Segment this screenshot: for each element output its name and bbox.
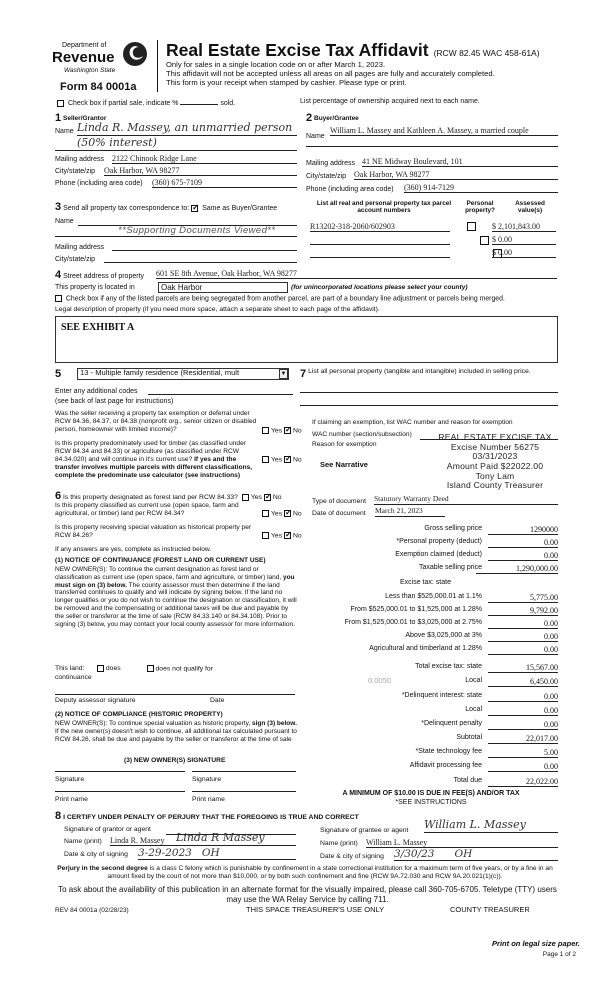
located-select[interactable]: Oak Harbor bbox=[158, 282, 288, 293]
s6-n1-body-b: you must sign on (3) below. bbox=[55, 573, 295, 589]
parcel-value-1[interactable]: $ 2,101,843.00 bbox=[492, 222, 556, 232]
parcel-number-2[interactable] bbox=[310, 244, 450, 245]
grantee-date-label: Date & city of signing bbox=[320, 853, 384, 860]
codes-field[interactable] bbox=[148, 394, 293, 395]
s6-q3-yes-checkbox[interactable] bbox=[262, 532, 269, 539]
header-sub3: This form is your receipt when stamped by cashier. Please type or print. bbox=[166, 78, 407, 87]
exemption-field[interactable]: 0.00 bbox=[488, 551, 558, 561]
seller-name-label: Name bbox=[55, 128, 74, 135]
deputy-date-label: Date bbox=[210, 697, 225, 704]
perjury-body: is a class C felony which is punishable by confinement in a state correctional institution for a maximum term of five years, or by a fine in an amount fixed by the court of not more than $10,000, or by both such confinement and fine (RCW 9A.72.030 and RCW 9A.20.021(1)(c)). bbox=[107, 865, 553, 880]
tax-row-taxable: Taxable selling price 1,290,000.00 bbox=[418, 564, 558, 573]
same-as-buyer-checkbox[interactable] bbox=[191, 205, 198, 212]
seller-title: Seller/Grantor bbox=[63, 115, 107, 122]
located-label: This property is located in bbox=[55, 284, 135, 291]
doc-date-field[interactable]: March 21, 2023 bbox=[375, 507, 445, 517]
s6-q1-yes: Yes bbox=[250, 494, 262, 501]
this-land-label: This land: bbox=[55, 665, 85, 673]
tax-row-local: 0.0050 Local 6,450.00 bbox=[368, 676, 558, 686]
buyer-num: 2 bbox=[306, 112, 313, 124]
form-number: Form 84 0001a bbox=[60, 81, 137, 93]
grantor-name-label: Name (print) bbox=[64, 838, 102, 845]
tax-row-tech-fee: *State technology fee 5.00 bbox=[415, 748, 558, 757]
section3-mailing-label: Mailing address bbox=[55, 244, 105, 251]
tax-row-total-due: Total due 22,022.00 bbox=[453, 777, 558, 786]
tier4-field[interactable]: 0.00 bbox=[488, 632, 558, 642]
s6-q3-answer bbox=[262, 532, 302, 540]
stamp-line1: REAL ESTATE EXCISE TAX bbox=[438, 432, 552, 442]
codes-label: Enter any additional codes bbox=[55, 388, 138, 395]
buyer-name-line2[interactable] bbox=[306, 146, 558, 147]
parcel-number-1[interactable]: R13202-318-2060/602903 bbox=[310, 222, 450, 232]
grantee-sig-label: Signature of grantee or agent bbox=[320, 827, 409, 834]
s6-n1-body-a: NEW OWNER(S): To continue the current designation as forest land or classification as current use (open space, farm and agriculture, or timber) land, bbox=[55, 566, 283, 581]
tax-row-agri: Agricultural and timberland at 1.28% 0.00 bbox=[369, 645, 558, 654]
dept-line2: Revenue bbox=[52, 49, 115, 66]
s6-q3-text: Is this property receiving special valuation as historical property per RCW 84.26? bbox=[55, 524, 252, 539]
segregated-label: Check box if any of the listed parcels are being segregated from another parcel, are part of a boundary line adjustment or parcels being merged. bbox=[65, 295, 505, 303]
tax-row-delinq-int: *Delinquent interest: state 0.00 bbox=[401, 692, 558, 701]
s6-n2-body bbox=[55, 720, 299, 743]
continuance-label: continuance bbox=[55, 674, 92, 681]
tax-row-gross: Gross selling price 1290000 bbox=[424, 525, 558, 534]
dept-line3: Washington State bbox=[64, 67, 116, 74]
section3-name-line2[interactable] bbox=[55, 236, 297, 237]
this-land-row bbox=[55, 665, 213, 673]
seller-phone-field[interactable]: (360) 675-7109 bbox=[152, 178, 297, 188]
s6-q3-yes: Yes bbox=[271, 532, 283, 540]
s6-q2-no: No bbox=[292, 510, 302, 518]
stamp-line6: Island County Treasurer bbox=[446, 480, 544, 491]
ownership-note: List percentage of ownership acquired next to each name. bbox=[300, 98, 480, 105]
tax-row-tier1: Less than $525,000.01 at 1.1% 5,775.00 bbox=[385, 593, 558, 602]
print-name-label-1: Print name bbox=[55, 796, 88, 803]
section3-name-label: Name bbox=[55, 218, 74, 225]
s5-q2-yes-checkbox[interactable] bbox=[262, 456, 269, 463]
buyer-name-field[interactable]: William L. Massey and Kathleen A. Massey, a married couple bbox=[330, 126, 558, 136]
located-note: (for unincorporated locations please select your county) bbox=[291, 284, 468, 291]
legal-description-value: SEE EXHIBIT A bbox=[61, 322, 135, 333]
grantee-name-field[interactable]: William L. Massey bbox=[366, 838, 558, 848]
new-owner-signature-line-2[interactable] bbox=[192, 771, 296, 772]
new-owner-signature-line-1[interactable] bbox=[55, 771, 185, 772]
dept-line1: Department of bbox=[62, 42, 107, 49]
parcel-personal-2-checkbox[interactable] bbox=[480, 236, 489, 245]
tax-row-tier4: Above $3,025,000 at 3% 0.00 bbox=[405, 632, 558, 641]
tier3-field[interactable]: 0.00 bbox=[488, 619, 558, 629]
grantor-date-label: Date & city of signing bbox=[64, 851, 128, 858]
section3-city-label: City/state/zip bbox=[55, 256, 96, 263]
s6-n2-body-a: NEW OWNER(S): To continue special valuation as historic property, bbox=[55, 720, 252, 727]
s5-q1-text: Was the seller receiving a property tax exemption or deferral under RCW 84.36, 84.37, or 84.38 (nonprofit org., senior citizen or disabled person, homeowner with limited income)? bbox=[55, 410, 257, 433]
section7-num: 7 bbox=[300, 368, 307, 380]
form-title: Real Estate Excise Tax Affidavit bbox=[166, 40, 429, 60]
parcels-col3: Assessed value(s) bbox=[515, 200, 545, 215]
s6-n1-title: (1) NOTICE OF CONTINUANCE (FOREST LAND OR CURRENT USE) bbox=[55, 557, 266, 564]
see-narrative: See Narrative bbox=[320, 460, 368, 469]
deputy-signature-line[interactable] bbox=[55, 694, 295, 695]
seller-name-field[interactable]: Linda R. Massey, an unmarried person bbox=[77, 122, 297, 136]
treasurer-receipt-stamp bbox=[430, 433, 560, 491]
local-tax-field[interactable]: 6,450.00 bbox=[488, 677, 558, 687]
personal-deduct-field[interactable]: 0.00 bbox=[488, 538, 558, 548]
section3-city-field[interactable] bbox=[104, 262, 297, 263]
partial-sale-sold: sold. bbox=[220, 100, 236, 107]
s6-q1-no-checkbox[interactable] bbox=[264, 494, 271, 501]
tax-row-delinq-local: Local 0.00 bbox=[465, 706, 558, 715]
section8-title: I CERTIFY UNDER PENALTY OF PERJURY THAT THE FOREGOING IS TRUE AND CORRECT bbox=[63, 814, 359, 821]
does-not-checkbox[interactable] bbox=[147, 665, 154, 672]
same-as-buyer-label: Same as Buyer/Grantee bbox=[202, 205, 278, 212]
s6-q3-no: No bbox=[292, 532, 302, 540]
treasurer-use-only: THIS SPACE TREASURER'S USE ONLY bbox=[246, 905, 385, 914]
wac-label: WAC number (section/subsection) bbox=[312, 431, 412, 438]
buyer-title: Buyer/Grantee bbox=[314, 115, 359, 122]
section5-num: 5 bbox=[55, 368, 62, 380]
seller-city-label: City/state/zip bbox=[55, 168, 96, 175]
perjury-notice bbox=[50, 865, 560, 881]
parcels-col2: Personal property? bbox=[465, 200, 495, 215]
land-use-dropdown-icon[interactable]: ▼ bbox=[280, 371, 287, 377]
personal-property-line-2[interactable] bbox=[300, 405, 558, 406]
grantor-name-field[interactable]: Linda R. Massey bbox=[110, 836, 296, 846]
signature-label-2: Signature bbox=[192, 776, 222, 783]
s6-n2-body-b: sign (3) below. bbox=[252, 720, 297, 727]
total-state-field[interactable]: 15,567.00 bbox=[488, 663, 558, 673]
s6-q2-yes-checkbox[interactable] bbox=[262, 510, 269, 517]
buyer-mailing-field[interactable]: 41 NE Midway Boulevard, 101 bbox=[362, 157, 558, 167]
supporting-docs-stamp: **Supporting Documents Viewed** bbox=[118, 225, 276, 236]
stamp-line2: Excise Number 56275 bbox=[450, 441, 540, 452]
header-sub1: Only for sales in a single location code on or after March 1, 2023. bbox=[166, 60, 386, 69]
tax-row-tier3: From $1,525,000.01 to $3,025,000 at 2.75% 0.00 bbox=[344, 619, 558, 628]
seller-city-field[interactable]: Oak Harbor, WA 98277 bbox=[104, 166, 297, 176]
legal-label: Legal description of property (if you need more space, attach a separate sheet to each page of the affidavit). bbox=[55, 306, 380, 313]
reason-label: Reason for exemption bbox=[312, 441, 377, 448]
section4-row bbox=[55, 269, 144, 282]
seller-name-field2[interactable]: (50% interest) bbox=[55, 137, 297, 151]
excise-state-label: Excise tax: state bbox=[400, 579, 451, 586]
parcels-col1: List all real and personal property tax parcel account numbers bbox=[316, 200, 452, 215]
s6-q1-no: No bbox=[272, 494, 282, 501]
local-rate-field[interactable]: 0.0050 bbox=[368, 676, 391, 685]
header-divider bbox=[157, 40, 158, 92]
s6-q2-answer bbox=[262, 510, 302, 518]
grantor-date-field[interactable]: 3-29-2023 OH bbox=[138, 847, 296, 860]
seller-phone-label: Phone (including area code) bbox=[55, 180, 143, 187]
tax-row-total-state: Total excise tax: state 15,567.00 bbox=[415, 663, 558, 672]
street-address-field[interactable]: 601 SE 8th Avenue, Oak Harbor, WA 98277 bbox=[156, 269, 557, 279]
buyer-name-label: Name bbox=[306, 133, 325, 140]
section3-row bbox=[55, 201, 277, 214]
s6-q2-no-checkbox[interactable] bbox=[284, 510, 291, 517]
s5-q2b: If yes and the transfer involves multiple parcels with different classifications, complete the predominate use calculator (see instructions) bbox=[55, 455, 253, 479]
tax-row-tier2: From $525,000.01 to $1,525,000 at 1.28% 9,792.00 bbox=[350, 606, 558, 615]
grantor-signature: Linda R Massey bbox=[176, 831, 265, 844]
gross-price-field[interactable]: 1290000 bbox=[488, 525, 558, 535]
s6-n2-body-c: If the new owner(s) doesn't wish to continue, all additional tax calculated pursuant to RCW 84.26, shall be due and payable by the seller or transferor at the time of sale bbox=[55, 727, 297, 743]
does-checkbox[interactable] bbox=[97, 665, 104, 672]
rev-number: REV 84 0001a (02/28/23) bbox=[55, 907, 129, 914]
section3-label: Send all property tax correspondence to: bbox=[63, 205, 190, 212]
doc-type-field[interactable]: Statutory Warranty Deed bbox=[374, 495, 558, 505]
agri-field[interactable]: 0.00 bbox=[488, 645, 558, 655]
seller-mailing-field[interactable]: 2122 Chinook Ridge Lane bbox=[112, 154, 297, 164]
tax-row-exemption: Exemption claimed (deduct) 0.00 bbox=[395, 551, 558, 560]
section7-label: List all personal property (tangible and intangible) included in selling price. bbox=[308, 368, 531, 375]
partial-sale-label: Check box if partial sale, indicate % bbox=[67, 100, 179, 107]
county-treasurer: COUNTY TREASURER bbox=[450, 905, 530, 914]
s6-n3-title: (3) NEW OWNER(S) SIGNATURE bbox=[124, 757, 226, 764]
s6-n1-body-c: The county assessor must then determine if the land transferred continues to qualify and will indicate by signing below. If the land no longer qualifies or you do not wish to continue the designation or classification, it will be removed and the compensating or additional taxes will be due and payable by the seller or transferor at the time of sale (RCW 84.33.140 or 84.34.108). Prior to signing (3) below, you may contact your local county assessor for more information. bbox=[55, 581, 297, 628]
s5-q2-yes: Yes bbox=[271, 456, 283, 464]
segregated-checkbox[interactable] bbox=[55, 295, 62, 302]
affidavit-fee-field[interactable]: 0.00 bbox=[488, 762, 558, 772]
grantee-date-field[interactable]: 3/30/23 OH bbox=[394, 848, 558, 861]
s6-q3-no-checkbox[interactable] bbox=[284, 532, 291, 539]
page-number: Page 1 of 2 bbox=[542, 951, 576, 958]
legal-description-box[interactable] bbox=[55, 316, 558, 363]
stamp-line5: Tony Lam bbox=[475, 470, 515, 481]
partial-sale-checkbox[interactable] bbox=[57, 100, 64, 107]
s5-q1-no-checkbox[interactable] bbox=[284, 427, 291, 434]
s5-q2-answer bbox=[262, 456, 302, 464]
delinq-int-field[interactable]: 0.00 bbox=[488, 692, 558, 702]
alt-format-notice: To ask about the availability of this publication in an alternate format for the visually impaired, please call 360-705-6705. Teletype (TTY) users may use the WA Relay Service by calling 711. bbox=[58, 885, 557, 904]
delinq-pen-field[interactable]: 0.00 bbox=[488, 720, 558, 730]
tier1-field[interactable]: 5,775.00 bbox=[488, 593, 558, 603]
s6-q2-yes: Yes bbox=[271, 510, 283, 518]
tax-row-subtotal: Subtotal 22,017.00 bbox=[456, 734, 558, 743]
street-label: Street address of property bbox=[63, 273, 145, 280]
s5-q1-answer bbox=[262, 427, 302, 435]
taxable-field[interactable]: 1,290,000.00 bbox=[476, 564, 558, 574]
s6-n2-title: (2) NOTICE OF COMPLIANCE (HISTORIC PROPERTY) bbox=[55, 711, 223, 718]
section8-num: 8 bbox=[55, 810, 62, 822]
buyer-city-label: City/state/zip bbox=[306, 173, 347, 180]
header-sub2: This affidavit will not be accepted unless all areas on all pages are fully and accurately completed. bbox=[166, 69, 495, 78]
form-title-row bbox=[166, 40, 540, 60]
s6-note: If any answers are yes, complete as instructed below. bbox=[55, 546, 212, 553]
partial-sale-row bbox=[57, 98, 235, 108]
stamp-line3: 03/31/2023 bbox=[472, 451, 518, 462]
section8-row bbox=[55, 810, 359, 823]
land-use-select[interactable] bbox=[77, 368, 289, 380]
s5-q1-no: No bbox=[292, 427, 302, 435]
doc-date-label: Date of document bbox=[312, 510, 366, 517]
section7-row bbox=[300, 368, 558, 381]
s5-q1-yes-checkbox[interactable] bbox=[262, 427, 269, 434]
tax-row-affidavit-fee: Affidavit processing fee 0.00 bbox=[409, 762, 558, 771]
s5-q1-yes: Yes bbox=[271, 427, 283, 435]
parcel-value-2[interactable]: $ 0.00 bbox=[492, 235, 556, 245]
signature-label-1: Signature bbox=[55, 776, 85, 783]
section3-num: 3 bbox=[55, 201, 62, 213]
segregated-row bbox=[55, 295, 505, 303]
perjury-bold: Perjury in the second degree bbox=[57, 865, 148, 872]
tax-row-delinq-pen: *Delinquent penalty 0.00 bbox=[421, 720, 558, 729]
tier2-field[interactable]: 9,792.00 bbox=[488, 606, 558, 616]
section6-num: 6 bbox=[55, 490, 62, 502]
grantee-name-label: Name (print) bbox=[320, 840, 358, 847]
wac-note: If claiming an exemption, list WAC number and reason for exemption bbox=[312, 419, 513, 426]
does-label: does bbox=[105, 665, 121, 673]
see-instructions: *SEE INSTRUCTIONS bbox=[395, 799, 467, 806]
seller-mailing-label: Mailing address bbox=[55, 156, 105, 163]
new-owner-print-line-2[interactable] bbox=[192, 791, 296, 792]
new-owner-print-line-1[interactable] bbox=[55, 791, 185, 792]
codes-note: (see back of last page for instructions) bbox=[55, 398, 174, 405]
seller-num: 1 bbox=[55, 112, 62, 124]
parcel-value-3[interactable]: $ 0.00 bbox=[492, 248, 556, 258]
s6-q1-text: Is this property designated as forest land per RCW 84.33? bbox=[63, 494, 238, 501]
legal-paper-note: Print on legal size paper. bbox=[492, 939, 580, 948]
buyer-mailing-label: Mailing address bbox=[306, 160, 356, 167]
deputy-signature-label: Deputy assessor signature bbox=[55, 697, 136, 704]
section3-mailing-field[interactable] bbox=[112, 250, 297, 251]
s5-q2-no: No bbox=[292, 456, 302, 464]
land-use-value: 13 - Multiple family residence (Residential, mult bbox=[80, 368, 240, 377]
parcel-number-3[interactable] bbox=[310, 257, 450, 258]
print-name-label-2: Print name bbox=[192, 796, 225, 803]
parcel-personal-1-checkbox[interactable] bbox=[467, 222, 476, 231]
s6-n1-body bbox=[55, 566, 297, 628]
stamp-line4: Amount Paid $22022.00 bbox=[446, 460, 544, 471]
form-rcw: (RCW 82.45 WAC 458-61A) bbox=[433, 48, 540, 58]
s5-q2-no-checkbox[interactable] bbox=[284, 456, 291, 463]
s6-q1-yes-checkbox[interactable] bbox=[242, 494, 249, 501]
dor-swirl-icon bbox=[122, 40, 148, 68]
buyer-phone-label: Phone (including area code) bbox=[306, 186, 394, 193]
section4-num: 4 bbox=[55, 269, 62, 281]
s5-q2-text bbox=[55, 440, 258, 480]
total-due-field[interactable]: 22,022.00 bbox=[488, 777, 558, 787]
subtotal-field[interactable]: 22,017.00 bbox=[488, 734, 558, 744]
grantee-signature[interactable]: William L. Massey bbox=[424, 819, 558, 833]
buyer-phone-field[interactable]: (360) 914-7129 bbox=[404, 183, 558, 193]
delinq-local-field[interactable]: 0.00 bbox=[488, 706, 558, 716]
tech-fee-field[interactable]: 5.00 bbox=[488, 748, 558, 758]
personal-property-line-1[interactable] bbox=[300, 392, 558, 393]
s6-q2-text: Is this property classified as current use (open space, farm and agricultural, or timber) land per RCW 84.34? bbox=[55, 502, 239, 517]
tax-row-personal: *Personal property (deduct) 0.00 bbox=[396, 538, 558, 547]
buyer-city-field[interactable]: Oak Harbor, WA 98277 bbox=[354, 170, 558, 180]
grantor-sig-label: Signature of grantor or agent bbox=[64, 826, 151, 833]
doc-type-label: Type of document bbox=[312, 498, 367, 505]
s5-q2a: Is this property predominately used for timber (as classified under RCW 84.34 and 84.33) or agriculture (as classified under RCW 84.34.020) and will continue in it's current use? bbox=[55, 440, 246, 463]
minimum-note: A MINIMUM OF $10.00 IS DUE IN FEE(S) AND/OR TAX bbox=[342, 790, 520, 797]
s6-q1-row bbox=[55, 490, 282, 503]
does-not-label: does not qualify for bbox=[155, 665, 213, 673]
